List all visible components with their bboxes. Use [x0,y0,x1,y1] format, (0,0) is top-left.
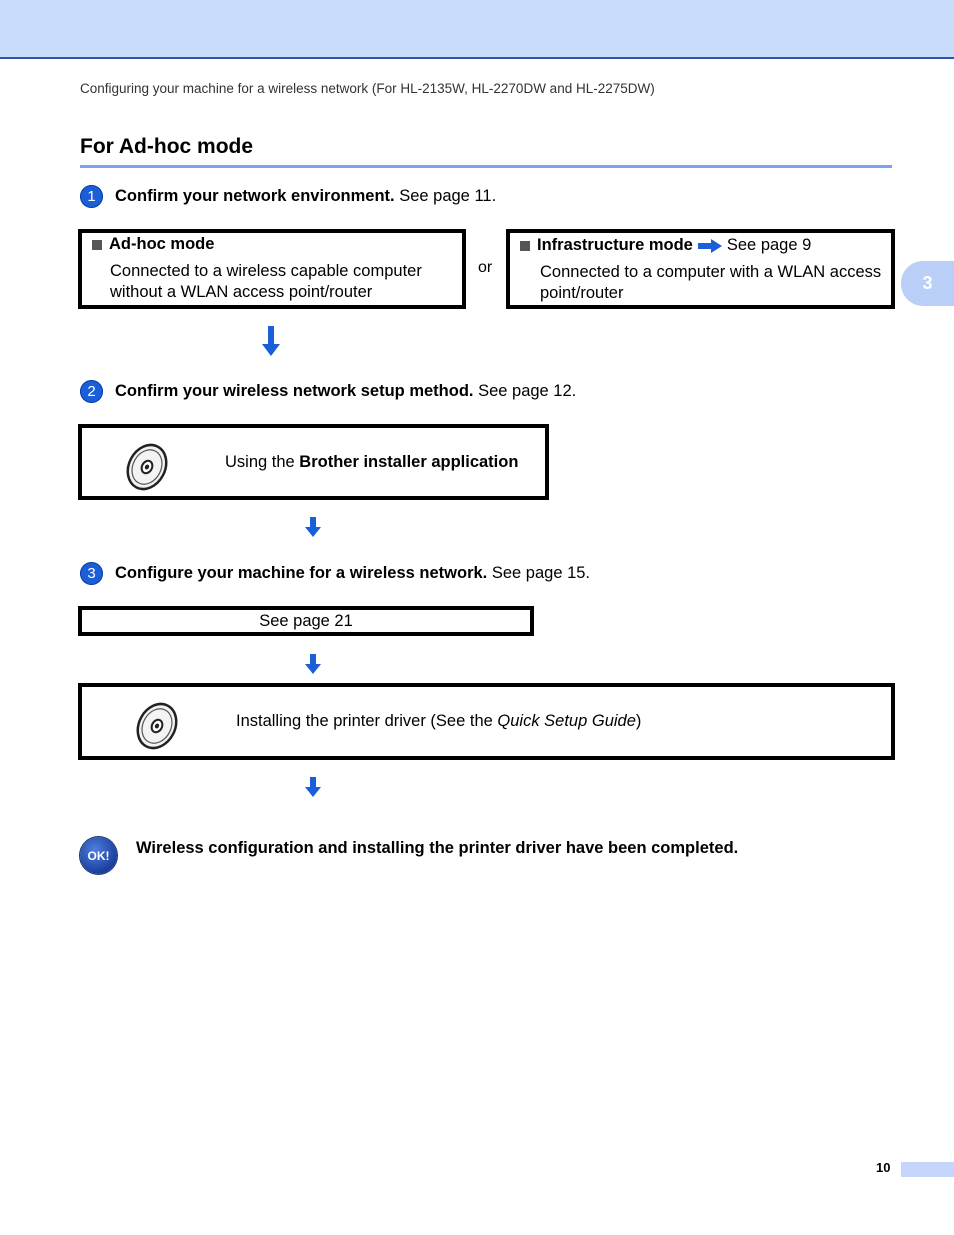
bullet-square-icon [92,240,102,250]
see-page-text: See page 21 [259,612,353,630]
chapter-tab: 3 [901,261,954,306]
down-arrow-icon [305,517,321,537]
infrastructure-mode-line2: point/router [540,284,624,302]
page-number: 10 [876,1160,891,1175]
down-arrow-icon [305,777,321,797]
down-arrow-icon [305,654,321,674]
step-number-1: 1 [80,185,103,208]
adhoc-mode-line1: Connected to a wireless capable computer [110,262,422,280]
header-band [0,0,954,59]
infrastructure-mode-box [506,229,895,309]
step-1-ref: See page 11. [394,187,497,205]
printer-driver-suffix: ) [635,712,642,730]
step-2-title: Confirm your wireless network setup method. [115,382,474,400]
setup-method-box [78,424,549,500]
cd-disc-icon [134,701,180,751]
right-arrow-icon [698,239,722,253]
ok-badge-icon: OK! [80,837,117,874]
step-1 [80,185,496,208]
step-3-title: Configure your machine for a wireless network. [115,564,488,582]
step-1-title: Confirm your network environment. [115,187,395,205]
completion-message: Wireless configuration and installing the printer driver have been completed. [136,839,739,857]
setup-method-prefix: Using the [225,453,300,471]
printer-driver-prefix: Installing the printer driver (See the [236,712,498,730]
step-2-ref: See page 12. [473,382,577,400]
printer-driver-box [78,683,895,760]
see-page-box [78,606,534,636]
section-title: For Ad-hoc mode [80,135,254,158]
adhoc-mode-title: Ad-hoc mode [109,235,215,253]
quick-setup-guide-ref: Quick Setup Guide [497,712,636,730]
step-number-3: 3 [80,562,103,585]
infrastructure-see-page: See page 9 [726,236,812,254]
page-number-tab [901,1162,954,1177]
title-rule [80,165,892,168]
step-2 [80,380,576,403]
running-head: Configuring your machine for a wireless network (For HL-2135W, HL-2270DW and HL-2275DW) [80,81,655,96]
infrastructure-mode-line1: Connected to a computer with a WLAN access [540,263,882,281]
down-arrow-icon [262,326,280,356]
bullet-square-icon [520,241,530,251]
step-3-ref: See page 15. [487,564,591,582]
cd-disc-icon [124,442,170,492]
setup-method-name: Brother installer application [299,453,519,471]
infrastructure-mode-title: Infrastructure mode [537,236,693,254]
or-label: or [478,259,493,276]
adhoc-mode-line2: without a WLAN access point/router [110,283,373,301]
adhoc-mode-box [78,229,466,309]
step-number-2: 2 [80,380,103,403]
step-3 [80,562,590,585]
